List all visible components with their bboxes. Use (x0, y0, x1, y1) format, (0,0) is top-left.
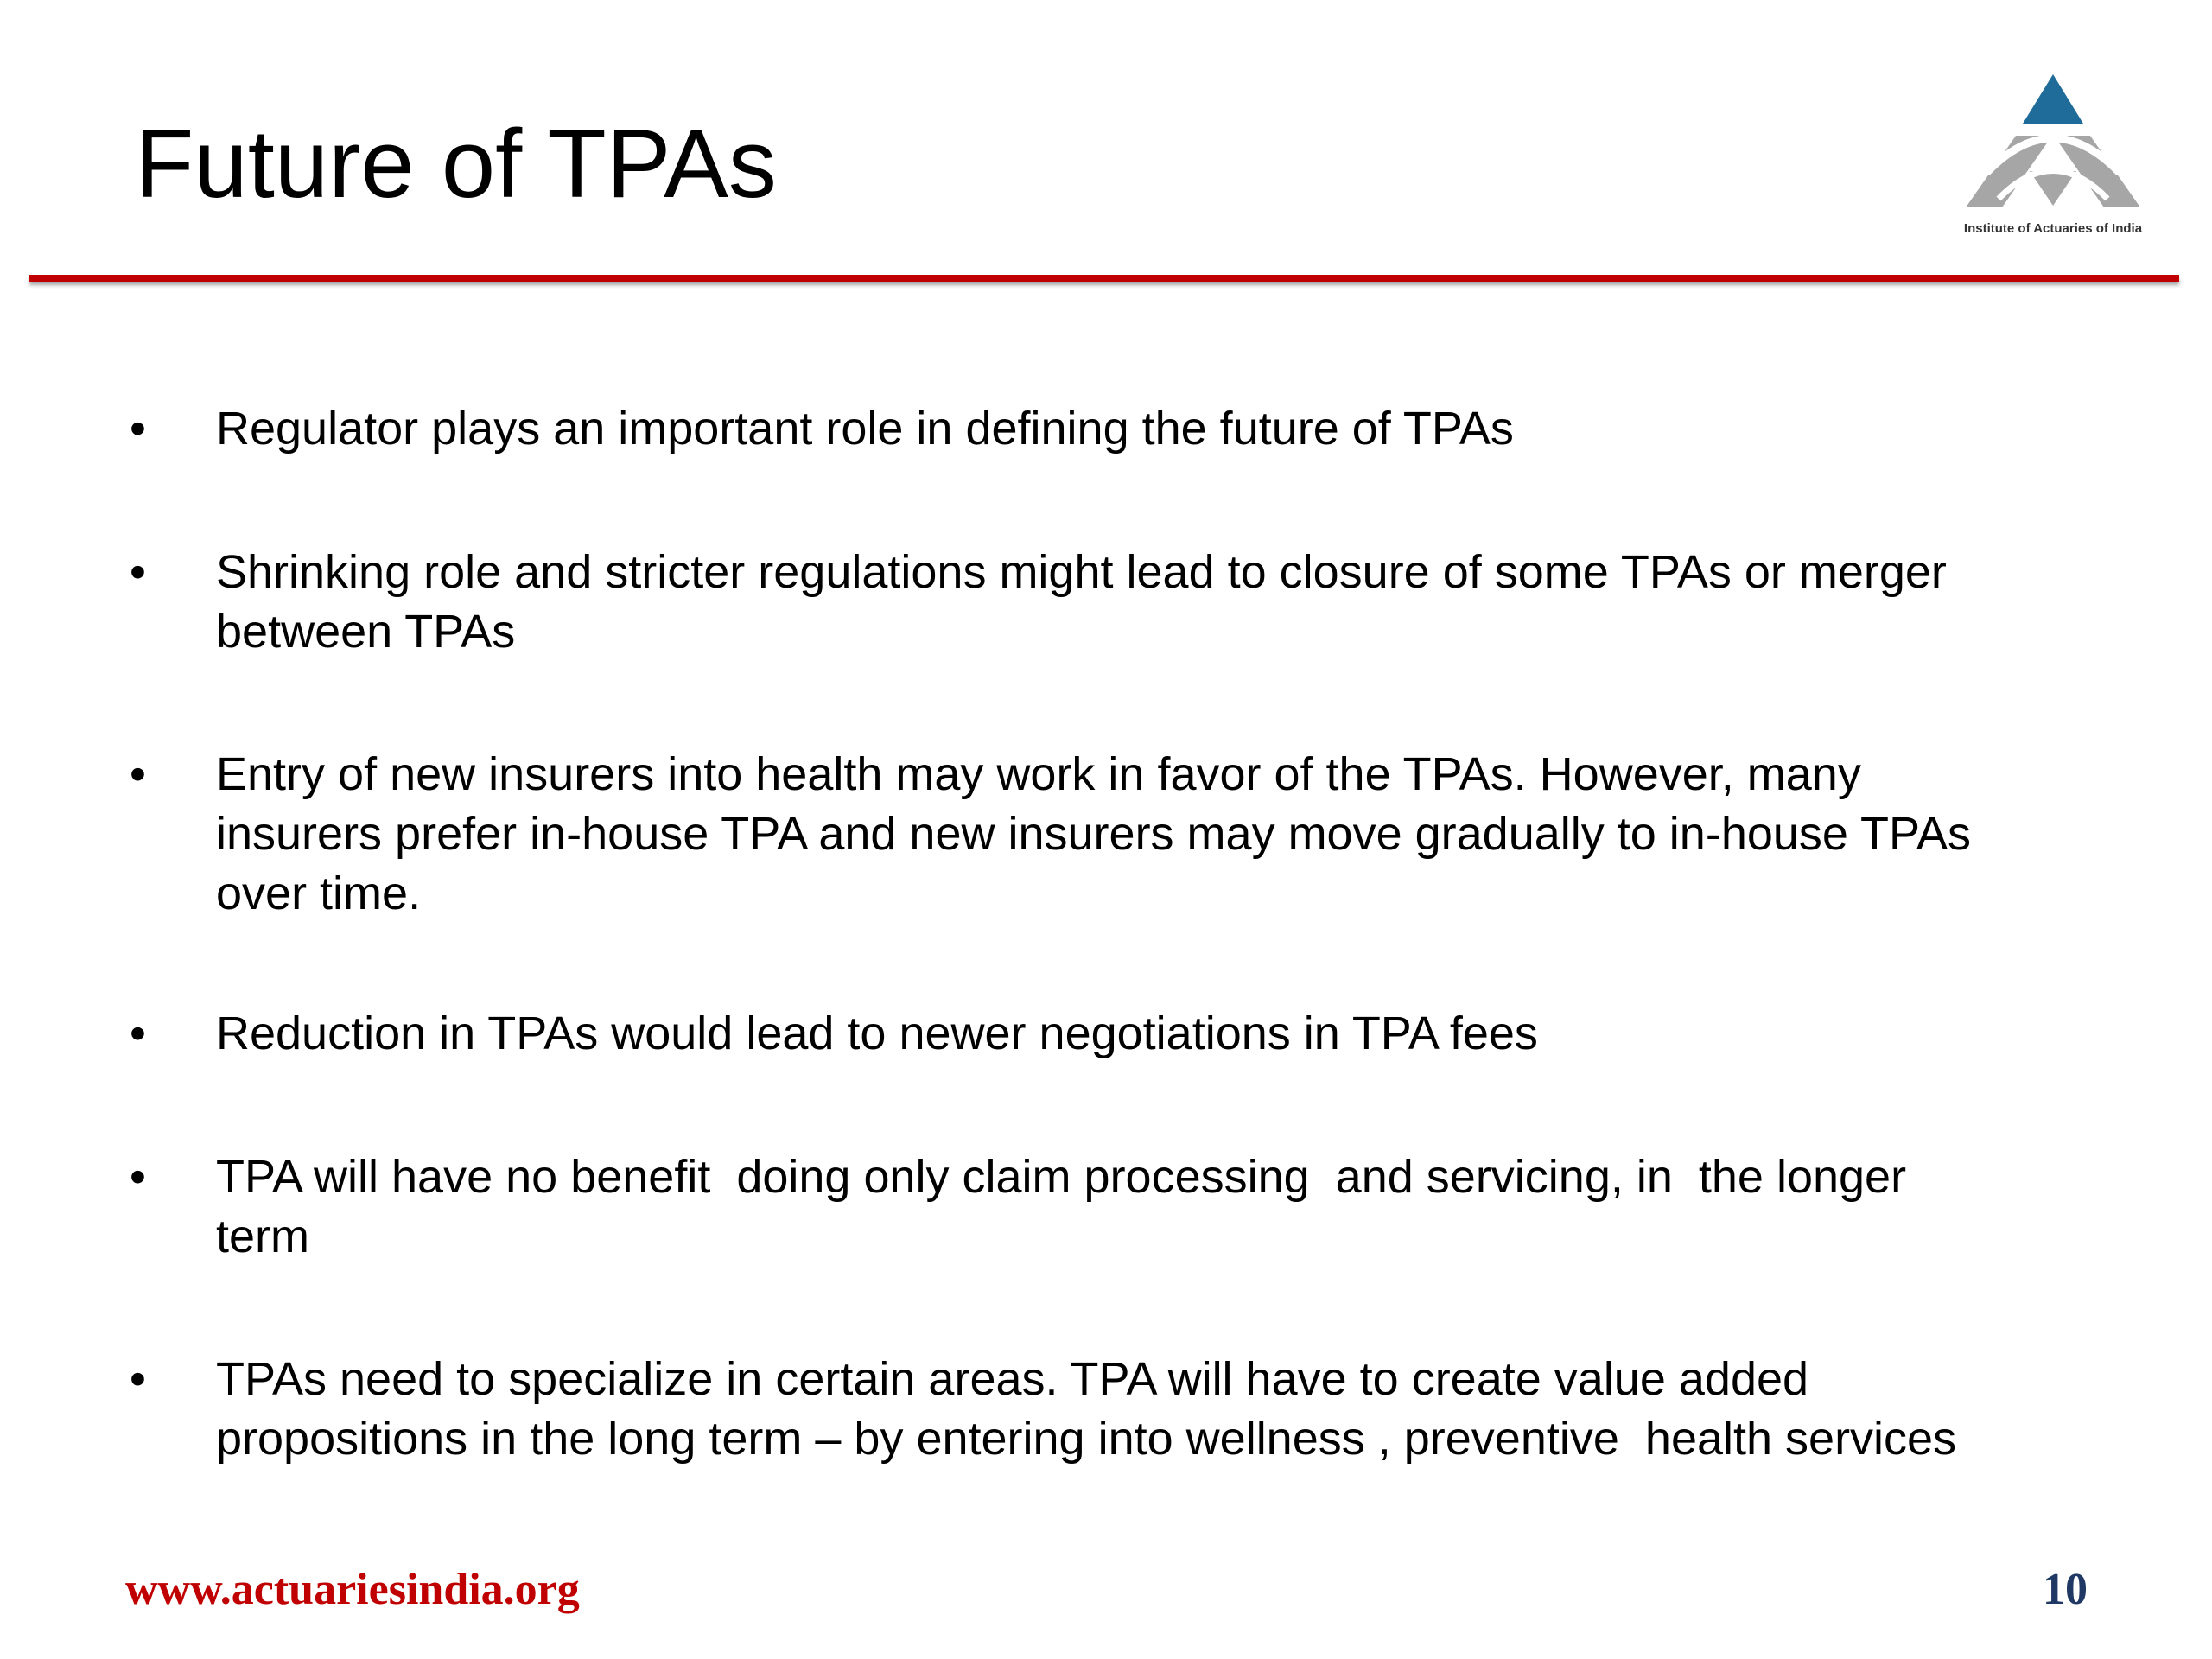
bullet-marker: • (130, 403, 146, 454)
institute-logo (1946, 69, 2160, 242)
website-link[interactable]: www.actuariesindia.org (125, 1565, 580, 1614)
slide-title: Future of TPAs (135, 110, 777, 218)
bullet-marker: • (130, 1007, 146, 1059)
title-divider (29, 275, 2179, 282)
bullet-text: Entry of new insurers into health may work in favor of the TPAs. However, many insurers prefer in-house TPA and new insurers may move gradually to in-house TPAs over time. (216, 748, 1971, 919)
bullet-marker: • (130, 1151, 146, 1203)
logo-caption: Institute of Actuaries of India (1963, 221, 2143, 236)
institute-of-actuaries-logo-icon (1957, 69, 2149, 220)
page-number: 10 (2043, 1565, 2088, 1614)
bullet-text: Regulator plays an important role in defining the future of TPAs (216, 403, 1514, 454)
bullet-text: TPA will have no benefit doing only claim processing and servicing, in the longer term (216, 1151, 1907, 1262)
bullet-text: Shrinking role and stricter regulations might lead to closure of some TPAs or merger between TPAs (216, 546, 1947, 658)
bullet-text: TPAs need to specialize in certain areas. TPA will have to create value added propositions in the long term – by entering into wellness , preventive health services (216, 1353, 1957, 1465)
bullet-text: Reduction in TPAs would lead to newer negotiations in TPA fees (216, 1007, 1538, 1059)
bullet-marker: • (130, 1353, 146, 1405)
bullet-marker: • (130, 748, 146, 800)
bullet-marker: • (130, 546, 146, 598)
